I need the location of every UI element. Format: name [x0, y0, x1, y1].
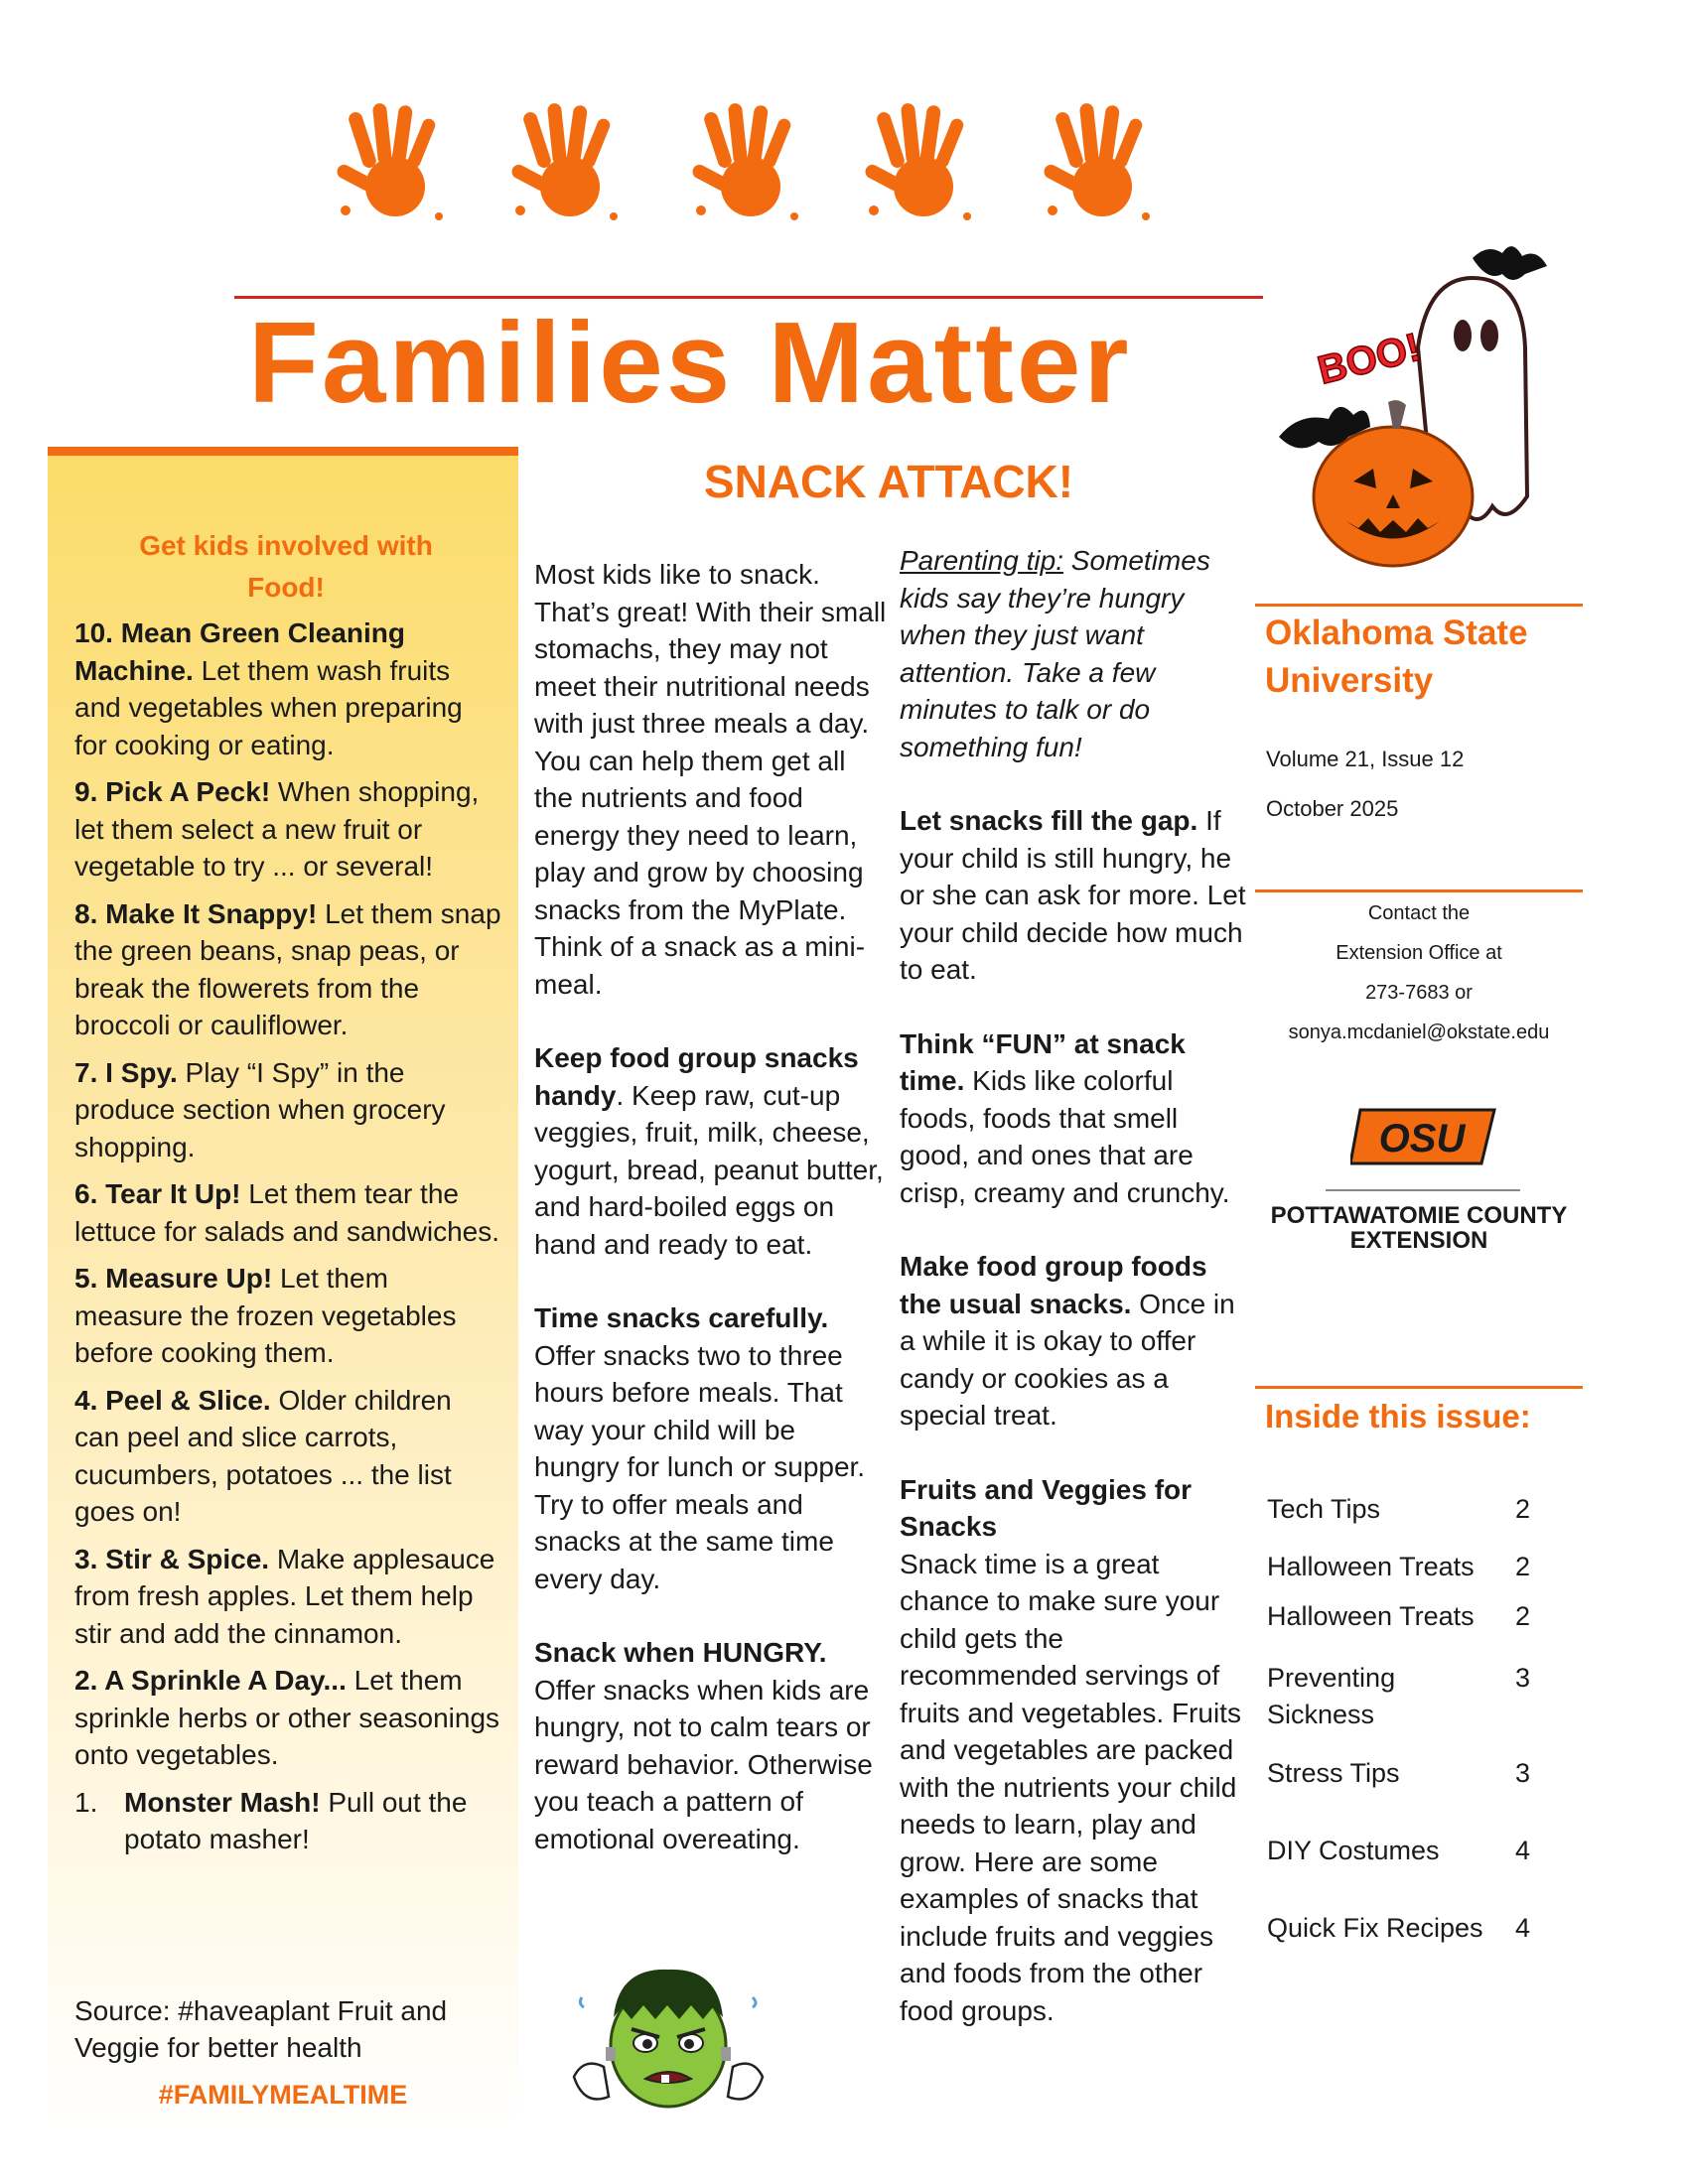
list-item — [74, 1784, 501, 1858]
section-text: . Keep raw, cut-up veggies, fruit, milk, cheese, yogurt, bread, peanut butter, and hard-boiled eggs on hand and ready to eat. — [534, 1079, 884, 1260]
divider — [1255, 1386, 1583, 1389]
section-title: Time snacks carefully. — [534, 1302, 829, 1333]
handprint-icon — [683, 99, 812, 228]
boo-label: BOO! — [1313, 325, 1425, 393]
list-item — [74, 1662, 501, 1774]
county-line: POTTAWATOMIE COUNTY — [1270, 1202, 1568, 1229]
parenting-tip — [900, 542, 1247, 765]
list-item-text: When shopping, let them select a new fruit or vegetable to try ... or several! — [74, 776, 480, 882]
article-section — [900, 1471, 1247, 1546]
toc-title: Preventing Sickness — [1267, 1663, 1396, 1729]
contact-info — [1255, 893, 1583, 1052]
handprint-icon — [502, 99, 632, 228]
toc-item[interactable] — [1267, 1755, 1555, 1792]
toc-page: 3 — [1515, 1663, 1531, 1693]
list-item-title: 9. Pick A Peck! — [74, 776, 271, 807]
list-item-text: Let them measure the frozen vegetables before cooking them. — [74, 1263, 457, 1368]
osu-logo-icon — [1350, 1102, 1499, 1171]
issue-volume: Volume 21, Issue 12 — [1266, 747, 1465, 771]
sidebar-source: Source: #haveaplant Fruit and Veggie for better health — [74, 1995, 448, 2063]
toc-heading: Inside this issue: — [1265, 1398, 1531, 1434]
list-item-text: Play “I Spy” in the produce section when grocery shopping. — [74, 1056, 446, 1162]
contact-line: Contact the — [1367, 902, 1471, 924]
section-text: Snack time is a great chance to make sure your child gets the recommended servings of fruits and vegetables. Fruits and vegetables are packed with the nutrients your child needs to learn, play and grow. Here are some examples of snacks that include fruits and veggies and foods from the other food groups. — [900, 1548, 1241, 2026]
toc-title: Halloween Treats — [1267, 1601, 1475, 1631]
halloween-illustration-icon — [1259, 238, 1587, 586]
list-item-title: 7. I Spy. — [74, 1056, 178, 1088]
list-item-text: Let them sprinkle herbs or other seasonings onto vegetables. — [74, 1665, 500, 1770]
section-text: Kids like colorful foods, foods that smell good, and ones that are crisp, creamy and crunchy. — [900, 1065, 1230, 1208]
section-text: Once in a while it is okay to offer candy or cookies as a special treat. — [900, 1288, 1235, 1431]
toc-item[interactable] — [1267, 1598, 1555, 1635]
list-item — [74, 1054, 501, 1166]
list-item — [74, 1175, 501, 1250]
handprint-icon — [1035, 99, 1164, 228]
logo-text: OSU — [1378, 1117, 1466, 1160]
toc-item[interactable] — [1267, 1549, 1555, 1585]
tip-label: Parenting tip: — [900, 545, 1063, 576]
list-item-text: Let them tear the lettuce for salads and sandwiches. — [74, 1178, 500, 1247]
toc-title: Quick Fix Recipes — [1267, 1913, 1483, 1943]
section-text: Offer snacks two to three hours before meals. That way your child will be hungry for lunch or supper. Try to offer meals and snacks at the same time every day. — [534, 1339, 866, 1594]
article-intro: Most kids like to snack. That’s great! With their small stomachs, they may not meet their nutritional needs with just three meals a day. You can help them get all the nutrients and food energy they need to learn, play and grow by choosing snacks from the MyPlate. Think of a snack as a mini-meal. — [534, 559, 887, 1000]
toc-item[interactable] — [1267, 1833, 1555, 1869]
list-item — [74, 773, 501, 886]
sidebar-hashtag: #FAMILYMEALTIME — [158, 2080, 408, 2110]
toc-item[interactable] — [1267, 1910, 1555, 1947]
section-text: Offer snacks when kids are hungry, not to calm tears or reward behavior. Otherwise you teach a pattern of emotional overeating. — [534, 1674, 873, 1854]
toc-page: 3 — [1515, 1758, 1531, 1788]
divider — [1255, 604, 1583, 607]
toc-page: 2 — [1515, 1494, 1531, 1524]
list-item-title: 3. Stir & Spice. — [74, 1543, 270, 1574]
article-column-2 — [900, 542, 1247, 2029]
logo-rule — [1326, 1189, 1520, 1191]
section-title: Think “FUN” at snack time. — [900, 1027, 1186, 1096]
article-section — [900, 1248, 1247, 1434]
section-title: Keep food group snacks handy — [534, 1042, 859, 1111]
issue-date: October 2025 — [1266, 796, 1399, 821]
list-item-title: 10. Mean Green Cleaning Machine. — [74, 617, 405, 686]
list-item-title: 5. Measure Up! — [74, 1263, 273, 1294]
list-item — [74, 1541, 501, 1653]
toc-title: Halloween Treats — [1267, 1552, 1475, 1581]
article-section — [900, 802, 1247, 989]
list-item — [74, 614, 501, 763]
county-line: EXTENSION — [1349, 1227, 1488, 1254]
article-section — [534, 1634, 887, 1857]
monster-illustration-icon — [564, 1948, 773, 2116]
list-item-title: 4. Peel & Slice. — [74, 1384, 271, 1416]
list-item — [74, 895, 501, 1044]
toc-page: 2 — [1515, 1601, 1531, 1631]
section-title: Make food group foods the usual snacks. — [900, 1251, 1207, 1319]
list-item-text: Pull out the potato masher! — [124, 1786, 468, 1854]
list-item-text: Make applesauce from fresh apples. Let them help stir and add the cinnamon. — [74, 1543, 495, 1649]
toc-page: 4 — [1515, 1913, 1531, 1943]
toc-item[interactable] — [1267, 1491, 1555, 1528]
toc-item[interactable] — [1267, 1660, 1555, 1733]
toc-page: 4 — [1515, 1836, 1531, 1865]
toc-title: DIY Costumes — [1267, 1836, 1440, 1865]
handprint-icon — [856, 99, 985, 228]
list-item-title: 6. Tear It Up! — [74, 1178, 241, 1209]
sidebar-list — [74, 614, 501, 1868]
tip-text: Sometimes kids say they’re hungry when they just want attention. Take a few minutes to talk or do something fun! — [900, 545, 1210, 762]
toc-title: Stress Tips — [1267, 1758, 1400, 1788]
section-title: Snack when HUNGRY. — [534, 1637, 827, 1668]
list-item-text: Older children can peel and slice carrots, cucumbers, potatoes ... the list goes on! — [74, 1384, 452, 1527]
list-item-title: 8. Make It Snappy! — [74, 897, 318, 929]
list-item-title: Monster Mash! — [124, 1786, 321, 1818]
county-extension — [1255, 1203, 1583, 1253]
list-item-title: 2. A Sprinkle A Day... — [74, 1665, 347, 1696]
list-item-text: Let them snap the green beans, snap peas, or break the flowerets from the broccoli or cauliflower. — [74, 897, 501, 1040]
contact-line: Extension Office at — [1336, 942, 1502, 964]
toc-title: Tech Tips — [1267, 1494, 1381, 1524]
article-heading: SNACK ATTACK! — [703, 456, 1074, 507]
sidebar-heading: Get kids involved with Food! — [139, 530, 433, 603]
toc-page: 2 — [1515, 1552, 1531, 1581]
section-title: Fruits and Veggies for Snacks — [900, 1473, 1193, 1542]
list-item — [74, 1260, 501, 1372]
contact-phone: 273-7683 or — [1365, 982, 1473, 1004]
article-column-1 — [534, 556, 887, 1857]
contact-email: sonya.mcdaniel@okstate.edu — [1288, 1022, 1550, 1043]
list-item-number: 1. — [74, 1786, 98, 1818]
list-item — [74, 1382, 501, 1531]
divider — [1255, 889, 1583, 892]
list-item-text: Let them wash fruits and vegetables when preparing for cooking or eating. — [74, 654, 463, 760]
article-section — [534, 1039, 887, 1263]
newsletter-title: Families Matter — [248, 298, 1132, 427]
sidebar-panel — [48, 447, 518, 2133]
university-name: Oklahoma State University — [1265, 614, 1528, 700]
section-text: If your child is still hungry, he or she can ask for more. Let your child decide how much to eat. — [900, 805, 1246, 985]
section-title: Let snacks fill the gap. — [900, 805, 1198, 836]
article-section — [900, 1025, 1247, 1212]
handprint-icon — [328, 99, 457, 228]
article-section — [534, 1299, 887, 1597]
